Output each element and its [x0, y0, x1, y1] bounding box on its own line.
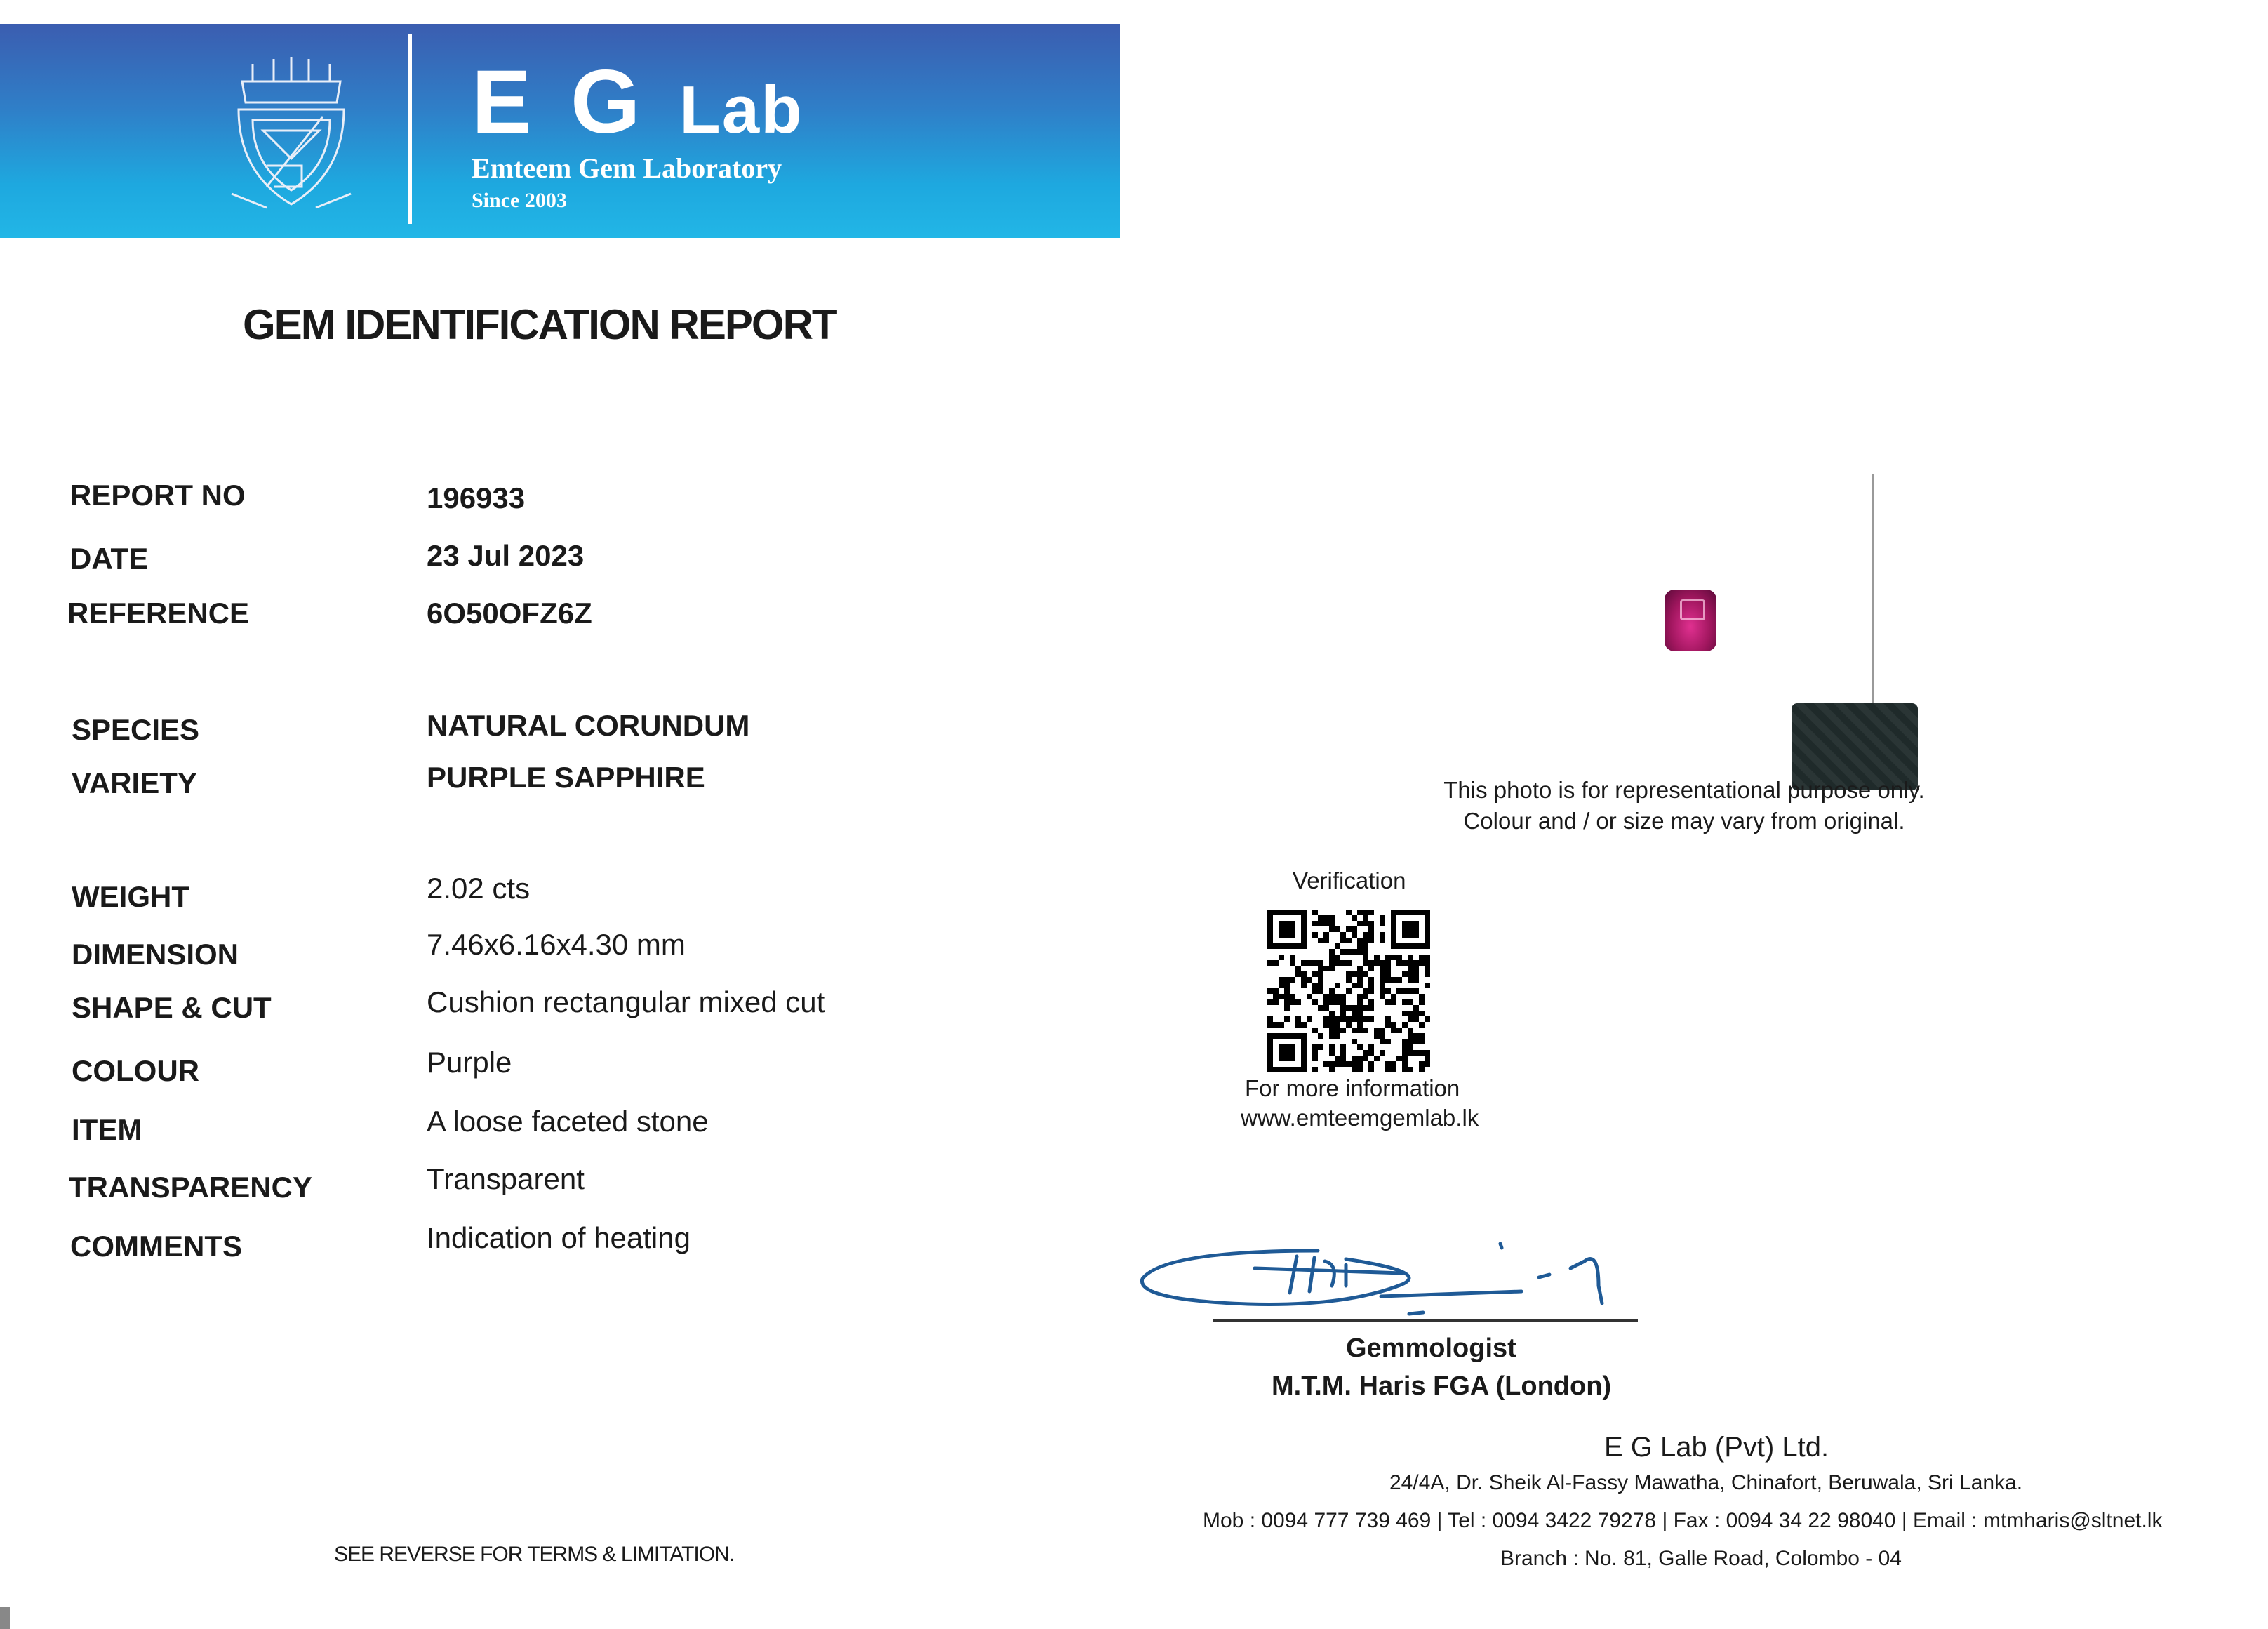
- value-variety: PURPLE SAPPHIRE: [427, 761, 705, 794]
- label-dimension: DIMENSION: [72, 938, 239, 971]
- label-comments: COMMENTS: [70, 1230, 242, 1263]
- brand-logo-lab: Lab: [679, 72, 803, 147]
- value-shape-cut: Cushion rectangular mixed cut: [427, 985, 825, 1018]
- company-branch: Branch : No. 81, Galle Road, Colombo - 04: [1500, 1547, 1902, 1570]
- brand-subtitle: Emteem Gem Laboratory: [472, 152, 782, 184]
- company-address: 24/4A, Dr. Sheik Al-Fassy Mawatha, Chinafort, Beruwala, Sri Lanka.: [1389, 1471, 2023, 1494]
- signatory-name: M.T.M. Haris FGA (London): [1272, 1371, 1612, 1401]
- banner-divider: [408, 34, 412, 224]
- verification-qr-code-icon[interactable]: [1267, 910, 1430, 1072]
- value-item: A loose faceted stone: [427, 1105, 709, 1138]
- photo-disclaimer: [1418, 775, 1951, 837]
- value-weight: 2.02 cts: [427, 872, 531, 905]
- scan-edge-mark: [0, 1607, 10, 1629]
- value-reference: 6O50OFZ6Z: [427, 597, 592, 630]
- gem-photo: [1665, 590, 1716, 651]
- value-species: NATURAL CORUNDUM: [427, 709, 750, 742]
- website-link[interactable]: www.emteemgemlab.lk: [1241, 1105, 1479, 1131]
- signature-line: [1213, 1319, 1638, 1322]
- value-colour: Purple: [427, 1046, 512, 1079]
- label-weight: WEIGHT: [72, 880, 189, 913]
- value-dimension: 7.46x6.16x4.30 mm: [427, 928, 686, 961]
- label-transparency: TRANSPARENCY: [69, 1171, 312, 1204]
- label-species: SPECIES: [72, 713, 200, 746]
- value-date: 23 Jul 2023: [427, 539, 585, 572]
- photo-stand-line: [1872, 474, 1874, 713]
- photo-note-line2: Colour and / or size may vary from original.: [1463, 808, 1905, 834]
- label-reference: REFERENCE: [67, 597, 250, 630]
- brand-logo-text: [472, 52, 803, 152]
- brand-since: Since 2003: [472, 189, 567, 212]
- terms-note: SEE REVERSE FOR TERMS & LIMITATION.: [334, 1543, 735, 1566]
- label-date: DATE: [70, 542, 149, 575]
- label-colour: COLOUR: [72, 1054, 199, 1087]
- brand-block: [472, 52, 803, 213]
- company-name: E G Lab (Pvt) Ltd.: [1604, 1432, 1829, 1463]
- crest-logo-icon: [225, 53, 358, 215]
- brand-logo-main: E G: [472, 52, 680, 152]
- verification-label: Verification: [1293, 867, 1406, 893]
- value-transparency: Transparent: [427, 1162, 585, 1195]
- page-title: GEM IDENTIFICATION REPORT: [243, 301, 836, 348]
- signatory-role: Gemmologist: [1346, 1334, 1516, 1363]
- label-report-no: REPORT NO: [70, 479, 246, 512]
- company-contacts: Mob : 0094 777 739 469 | Tel : 0094 3422 79278 | Fax : 0094 34 22 98040 | Email : mtmharis@sltnet.lk: [1203, 1509, 2163, 1532]
- value-comments: Indication of heating: [427, 1221, 691, 1254]
- signature-image: [1135, 1202, 1641, 1321]
- header-banner: [0, 24, 1120, 238]
- label-shape-cut: SHAPE & CUT: [72, 991, 272, 1024]
- label-variety: VARIETY: [72, 766, 197, 799]
- more-info-text: For more information: [1245, 1075, 1460, 1101]
- value-report-no: 196933: [427, 481, 526, 514]
- photo-note-line1: This photo is for representational purpose only.: [1443, 777, 1925, 803]
- label-item: ITEM: [72, 1113, 142, 1146]
- gem-facet: [1680, 599, 1705, 620]
